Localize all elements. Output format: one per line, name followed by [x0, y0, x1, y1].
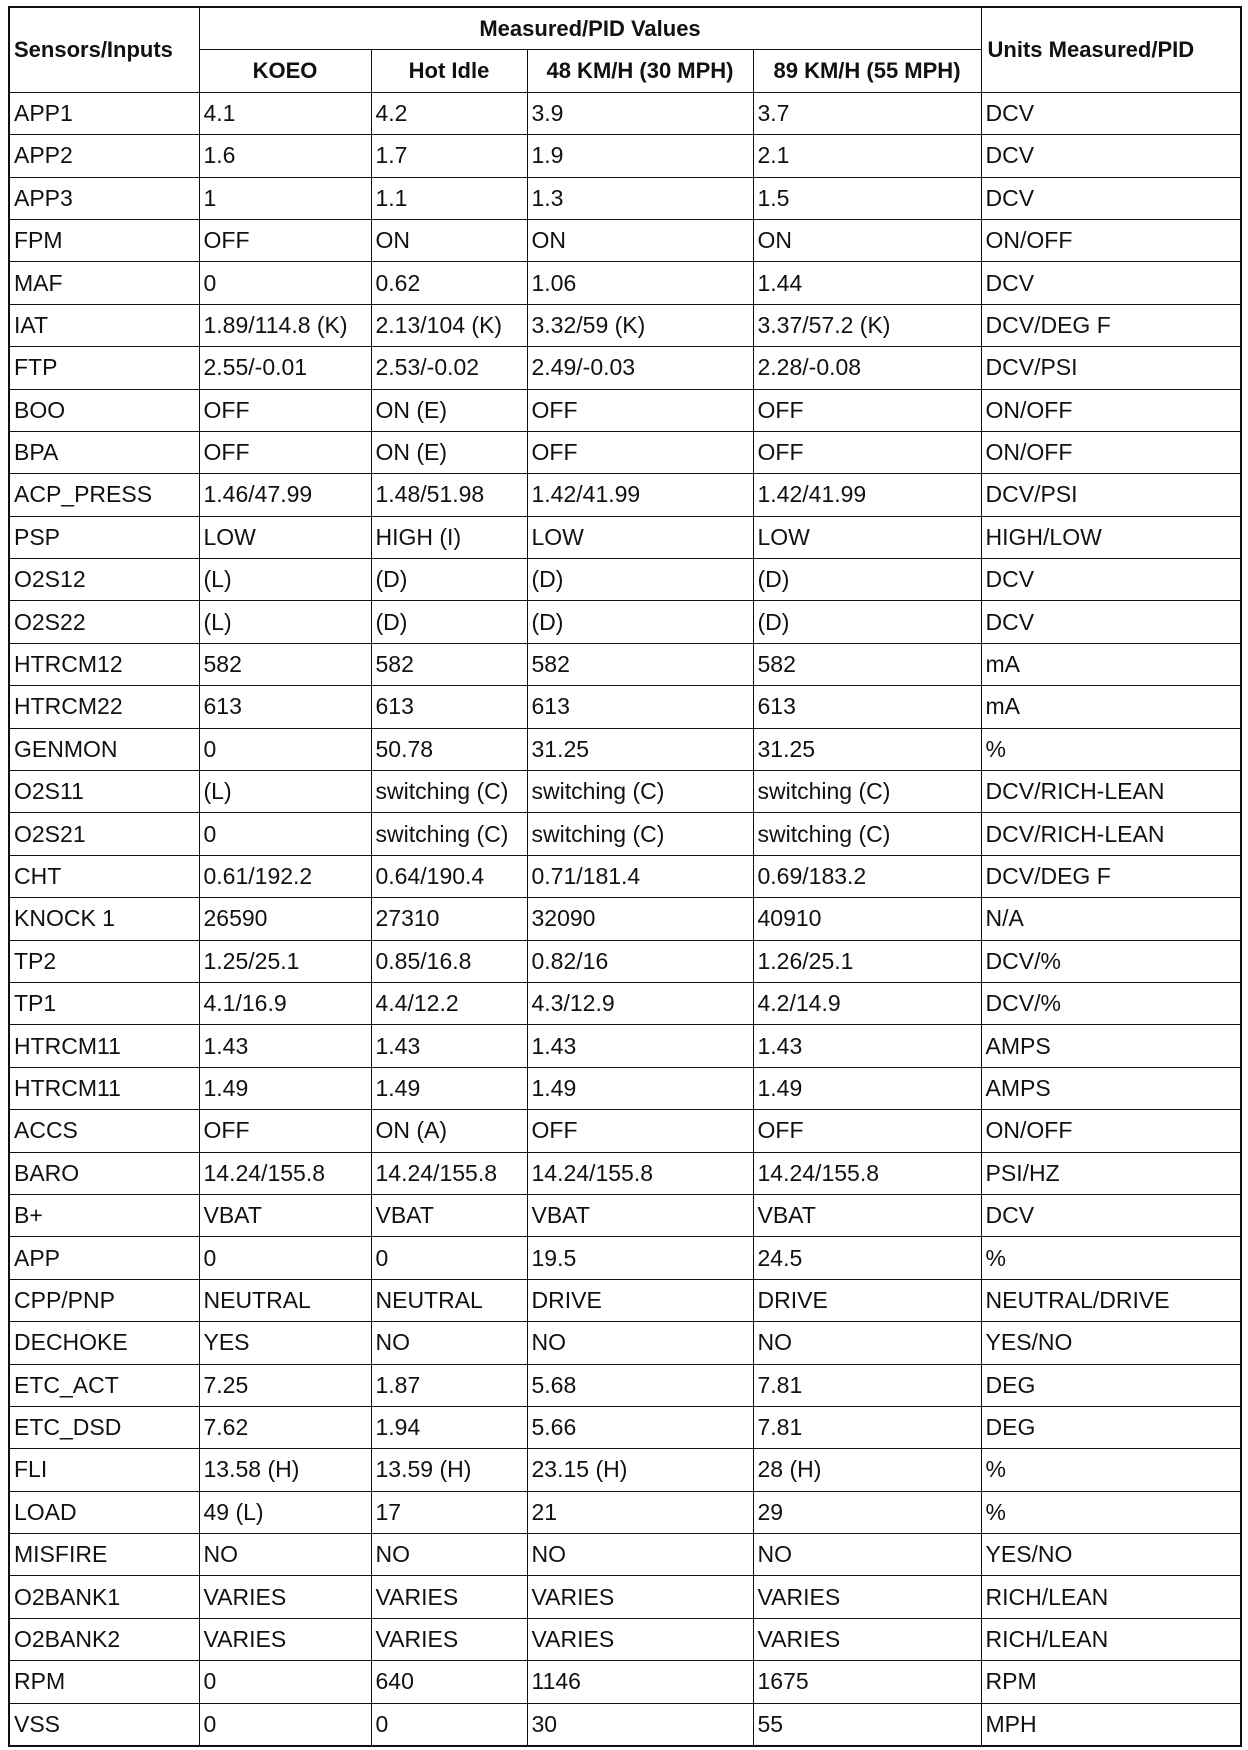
table-row: [9, 813, 1241, 855]
units-cell: DCV: [981, 601, 1241, 643]
speed-30mph-cell: 2.49/-0.03: [527, 347, 753, 389]
units-cell: DCV/%: [981, 940, 1241, 982]
sensor-cell: O2S22: [9, 601, 199, 643]
hot-idle-cell: 1.48/51.98: [371, 474, 527, 516]
units-cell: DCV/PSI: [981, 347, 1241, 389]
speed-55mph-header: 89 KM/H (55 MPH): [753, 50, 981, 92]
sensor-cell: APP3: [9, 177, 199, 219]
table-row: [9, 1152, 1241, 1194]
hot-idle-cell: 0: [371, 1703, 527, 1746]
sensor-cell: CHT: [9, 855, 199, 897]
table-row: [9, 1025, 1241, 1067]
hot-idle-cell: 0.64/190.4: [371, 855, 527, 897]
speed-30mph-cell: 1.49: [527, 1067, 753, 1109]
koeo-cell: 7.62: [199, 1406, 371, 1448]
speed-30mph-cell: NO: [527, 1534, 753, 1576]
hot-idle-cell: (D): [371, 559, 527, 601]
koeo-cell: (L): [199, 559, 371, 601]
sensor-cell: LOAD: [9, 1491, 199, 1533]
koeo-cell: (L): [199, 601, 371, 643]
table-row: [9, 1449, 1241, 1491]
koeo-cell: VBAT: [199, 1194, 371, 1236]
units-header: Units Measured/PID: [981, 7, 1241, 92]
hot-idle-cell: 14.24/155.8: [371, 1152, 527, 1194]
koeo-cell: 26590: [199, 898, 371, 940]
table-row: [9, 1110, 1241, 1152]
units-cell: %: [981, 1449, 1241, 1491]
hot-idle-cell: NO: [371, 1322, 527, 1364]
units-cell: DCV/RICH-LEAN: [981, 813, 1241, 855]
sensor-cell: HTRCM12: [9, 643, 199, 685]
sensor-cell: TP2: [9, 940, 199, 982]
units-cell: ON/OFF: [981, 1110, 1241, 1152]
units-cell: ON/OFF: [981, 431, 1241, 473]
sensor-cell: HTRCM11: [9, 1067, 199, 1109]
units-cell: DCV/%: [981, 982, 1241, 1024]
koeo-cell: YES: [199, 1322, 371, 1364]
koeo-cell: 4.1/16.9: [199, 982, 371, 1024]
hot-idle-cell: 2.13/104 (K): [371, 304, 527, 346]
hot-idle-cell: 27310: [371, 898, 527, 940]
koeo-cell: 14.24/155.8: [199, 1152, 371, 1194]
sensor-cell: ACCS: [9, 1110, 199, 1152]
koeo-cell: 1.49: [199, 1067, 371, 1109]
koeo-cell: (L): [199, 771, 371, 813]
koeo-cell: OFF: [199, 431, 371, 473]
koeo-cell: 13.58 (H): [199, 1449, 371, 1491]
speed-55mph-cell: 1.5: [753, 177, 981, 219]
koeo-cell: LOW: [199, 516, 371, 558]
speed-30mph-cell: 5.66: [527, 1406, 753, 1448]
koeo-cell: 0: [199, 1237, 371, 1279]
table-row: [9, 177, 1241, 219]
speed-55mph-cell: 3.37/57.2 (K): [753, 304, 981, 346]
table-row: [9, 1322, 1241, 1364]
table-row: [9, 855, 1241, 897]
koeo-cell: 1.25/25.1: [199, 940, 371, 982]
table-row: [9, 1067, 1241, 1109]
table-row: [9, 771, 1241, 813]
table-row: [9, 1279, 1241, 1321]
table-row: [9, 262, 1241, 304]
speed-55mph-cell: 3.7: [753, 92, 981, 134]
sensor-cell: HTRCM11: [9, 1025, 199, 1067]
units-cell: DCV: [981, 559, 1241, 601]
speed-30mph-cell: VARIES: [527, 1618, 753, 1660]
speed-55mph-cell: 1.43: [753, 1025, 981, 1067]
speed-55mph-cell: 28 (H): [753, 1449, 981, 1491]
sensor-cell: O2S21: [9, 813, 199, 855]
hot-idle-cell: 17: [371, 1491, 527, 1533]
koeo-cell: 7.25: [199, 1364, 371, 1406]
units-cell: NEUTRAL/DRIVE: [981, 1279, 1241, 1321]
speed-55mph-cell: switching (C): [753, 771, 981, 813]
sensor-cell: BPA: [9, 431, 199, 473]
hot-idle-cell: switching (C): [371, 771, 527, 813]
koeo-cell: 1.46/47.99: [199, 474, 371, 516]
table-row: [9, 92, 1241, 134]
table-header: [9, 7, 1241, 92]
hot-idle-cell: ON (E): [371, 389, 527, 431]
speed-30mph-cell: switching (C): [527, 813, 753, 855]
koeo-cell: OFF: [199, 1110, 371, 1152]
hot-idle-cell: (D): [371, 601, 527, 643]
speed-30mph-cell: 1.06: [527, 262, 753, 304]
speed-30mph-cell: 23.15 (H): [527, 1449, 753, 1491]
speed-55mph-cell: switching (C): [753, 813, 981, 855]
hot-idle-cell: VBAT: [371, 1194, 527, 1236]
units-cell: DEG: [981, 1406, 1241, 1448]
speed-30mph-cell: 582: [527, 643, 753, 685]
sensor-cell: ACP_PRESS: [9, 474, 199, 516]
speed-55mph-cell: NO: [753, 1534, 981, 1576]
koeo-cell: 1.6: [199, 135, 371, 177]
hot-idle-cell: 0: [371, 1237, 527, 1279]
hot-idle-cell: ON (A): [371, 1110, 527, 1152]
hot-idle-cell: 1.94: [371, 1406, 527, 1448]
speed-55mph-cell: 14.24/155.8: [753, 1152, 981, 1194]
speed-30mph-header: 48 KM/H (30 MPH): [527, 50, 753, 92]
speed-30mph-cell: 0.71/181.4: [527, 855, 753, 897]
hot-idle-cell: 1.7: [371, 135, 527, 177]
units-cell: ON/OFF: [981, 389, 1241, 431]
sensor-cell: O2S11: [9, 771, 199, 813]
speed-55mph-cell: 31.25: [753, 728, 981, 770]
speed-55mph-cell: 1.42/41.99: [753, 474, 981, 516]
units-cell: DCV/DEG F: [981, 855, 1241, 897]
koeo-cell: 0: [199, 1661, 371, 1703]
speed-30mph-cell: OFF: [527, 1110, 753, 1152]
koeo-cell: 4.1: [199, 92, 371, 134]
table-row: [9, 1237, 1241, 1279]
sensor-cell: RPM: [9, 1661, 199, 1703]
sensor-cell: IAT: [9, 304, 199, 346]
koeo-cell: VARIES: [199, 1576, 371, 1618]
speed-30mph-cell: ON: [527, 219, 753, 261]
speed-30mph-cell: 32090: [527, 898, 753, 940]
table-row: [9, 474, 1241, 516]
speed-30mph-cell: LOW: [527, 516, 753, 558]
table-row: [9, 347, 1241, 389]
speed-55mph-cell: 4.2/14.9: [753, 982, 981, 1024]
measured-values-header: Measured/PID Values: [199, 7, 981, 50]
speed-55mph-cell: 1675: [753, 1661, 981, 1703]
sensor-cell: FLI: [9, 1449, 199, 1491]
speed-55mph-cell: 7.81: [753, 1406, 981, 1448]
table-row: [9, 431, 1241, 473]
speed-55mph-cell: LOW: [753, 516, 981, 558]
table-row: [9, 728, 1241, 770]
table-row: [9, 940, 1241, 982]
units-cell: YES/NO: [981, 1322, 1241, 1364]
table-row: [9, 982, 1241, 1024]
koeo-header: KOEO: [199, 50, 371, 92]
hot-idle-cell: 1.1: [371, 177, 527, 219]
sensor-cell: HTRCM22: [9, 686, 199, 728]
hot-idle-cell: VARIES: [371, 1576, 527, 1618]
koeo-cell: 0.61/192.2: [199, 855, 371, 897]
hot-idle-cell: switching (C): [371, 813, 527, 855]
koeo-cell: OFF: [199, 219, 371, 261]
units-cell: YES/NO: [981, 1534, 1241, 1576]
speed-55mph-cell: 2.28/-0.08: [753, 347, 981, 389]
speed-55mph-cell: NO: [753, 1322, 981, 1364]
speed-30mph-cell: 31.25: [527, 728, 753, 770]
speed-55mph-cell: 7.81: [753, 1364, 981, 1406]
hot-idle-cell: ON: [371, 219, 527, 261]
table-row: [9, 1364, 1241, 1406]
sensor-cell: FTP: [9, 347, 199, 389]
units-cell: MPH: [981, 1703, 1241, 1746]
hot-idle-cell: NO: [371, 1534, 527, 1576]
units-cell: PSI/HZ: [981, 1152, 1241, 1194]
table-row: [9, 686, 1241, 728]
speed-30mph-cell: 3.9: [527, 92, 753, 134]
koeo-cell: 582: [199, 643, 371, 685]
units-cell: DCV: [981, 92, 1241, 134]
hot-idle-cell: 0.85/16.8: [371, 940, 527, 982]
speed-30mph-cell: 1.42/41.99: [527, 474, 753, 516]
speed-30mph-cell: 5.68: [527, 1364, 753, 1406]
sensors-inputs-header: Sensors/Inputs: [9, 7, 199, 92]
speed-30mph-cell: (D): [527, 601, 753, 643]
units-cell: %: [981, 728, 1241, 770]
speed-55mph-cell: ON: [753, 219, 981, 261]
hot-idle-cell: 613: [371, 686, 527, 728]
speed-30mph-cell: 19.5: [527, 1237, 753, 1279]
sensor-cell: O2BANK2: [9, 1618, 199, 1660]
hot-idle-cell: 4.4/12.2: [371, 982, 527, 1024]
sensor-cell: B+: [9, 1194, 199, 1236]
speed-30mph-cell: 14.24/155.8: [527, 1152, 753, 1194]
table-row: [9, 1618, 1241, 1660]
speed-55mph-cell: (D): [753, 559, 981, 601]
speed-55mph-cell: 0.69/183.2: [753, 855, 981, 897]
units-cell: %: [981, 1237, 1241, 1279]
table-row: [9, 1534, 1241, 1576]
koeo-cell: 613: [199, 686, 371, 728]
speed-55mph-cell: VARIES: [753, 1576, 981, 1618]
sensor-cell: CPP/PNP: [9, 1279, 199, 1321]
table-row: [9, 1194, 1241, 1236]
speed-30mph-cell: 1.9: [527, 135, 753, 177]
speed-55mph-cell: 613: [753, 686, 981, 728]
koeo-cell: 0: [199, 1703, 371, 1746]
hot-idle-cell: 0.62: [371, 262, 527, 304]
koeo-cell: 0: [199, 813, 371, 855]
table-row: [9, 1576, 1241, 1618]
units-cell: mA: [981, 643, 1241, 685]
units-cell: N/A: [981, 898, 1241, 940]
hot-idle-cell: VARIES: [371, 1618, 527, 1660]
koeo-cell: VARIES: [199, 1618, 371, 1660]
speed-55mph-cell: OFF: [753, 1110, 981, 1152]
koeo-cell: NEUTRAL: [199, 1279, 371, 1321]
hot-idle-cell: 582: [371, 643, 527, 685]
units-cell: RICH/LEAN: [981, 1576, 1241, 1618]
units-cell: DCV: [981, 1194, 1241, 1236]
speed-55mph-cell: OFF: [753, 431, 981, 473]
speed-30mph-cell: 21: [527, 1491, 753, 1533]
speed-55mph-cell: VBAT: [753, 1194, 981, 1236]
table-row: [9, 559, 1241, 601]
table-row: [9, 1703, 1241, 1746]
sensor-cell: FPM: [9, 219, 199, 261]
hot-idle-cell: 1.43: [371, 1025, 527, 1067]
speed-55mph-cell: 2.1: [753, 135, 981, 177]
hot-idle-cell: 13.59 (H): [371, 1449, 527, 1491]
table-row: [9, 135, 1241, 177]
units-cell: RICH/LEAN: [981, 1618, 1241, 1660]
units-cell: %: [981, 1491, 1241, 1533]
speed-55mph-cell: 1.26/25.1: [753, 940, 981, 982]
speed-30mph-cell: OFF: [527, 431, 753, 473]
units-cell: mA: [981, 686, 1241, 728]
sensor-cell: VSS: [9, 1703, 199, 1746]
pid-values-table: [8, 6, 1242, 1747]
koeo-cell: 1.89/114.8 (K): [199, 304, 371, 346]
speed-30mph-cell: VBAT: [527, 1194, 753, 1236]
sensor-cell: APP1: [9, 92, 199, 134]
units-cell: AMPS: [981, 1025, 1241, 1067]
table-row: [9, 1491, 1241, 1533]
koeo-cell: 0: [199, 728, 371, 770]
speed-30mph-cell: 1.3: [527, 177, 753, 219]
units-cell: AMPS: [981, 1067, 1241, 1109]
speed-55mph-cell: (D): [753, 601, 981, 643]
hot-idle-cell: 640: [371, 1661, 527, 1703]
hot-idle-cell: ON (E): [371, 431, 527, 473]
sensor-cell: BOO: [9, 389, 199, 431]
table-row: [9, 1406, 1241, 1448]
koeo-cell: NO: [199, 1534, 371, 1576]
table-row: [9, 1661, 1241, 1703]
sensor-cell: PSP: [9, 516, 199, 558]
speed-55mph-cell: 582: [753, 643, 981, 685]
units-cell: DCV/RICH-LEAN: [981, 771, 1241, 813]
speed-55mph-cell: VARIES: [753, 1618, 981, 1660]
units-cell: DCV: [981, 177, 1241, 219]
table-row: [9, 219, 1241, 261]
units-cell: DCV: [981, 135, 1241, 177]
hot-idle-cell: HIGH (I): [371, 516, 527, 558]
table-row: [9, 389, 1241, 431]
table-row: [9, 898, 1241, 940]
speed-30mph-cell: OFF: [527, 389, 753, 431]
koeo-cell: 2.55/-0.01: [199, 347, 371, 389]
speed-55mph-cell: DRIVE: [753, 1279, 981, 1321]
hot-idle-cell: 1.49: [371, 1067, 527, 1109]
hot-idle-cell: 4.2: [371, 92, 527, 134]
speed-30mph-cell: 4.3/12.9: [527, 982, 753, 1024]
koeo-cell: 1: [199, 177, 371, 219]
sensor-cell: MISFIRE: [9, 1534, 199, 1576]
hot-idle-header: Hot Idle: [371, 50, 527, 92]
speed-30mph-cell: DRIVE: [527, 1279, 753, 1321]
speed-30mph-cell: 1146: [527, 1661, 753, 1703]
sensor-cell: KNOCK 1: [9, 898, 199, 940]
units-cell: HIGH/LOW: [981, 516, 1241, 558]
units-cell: RPM: [981, 1661, 1241, 1703]
units-cell: DCV/DEG F: [981, 304, 1241, 346]
koeo-cell: OFF: [199, 389, 371, 431]
speed-30mph-cell: NO: [527, 1322, 753, 1364]
table-row: [9, 643, 1241, 685]
sensor-cell: APP: [9, 1237, 199, 1279]
speed-30mph-cell: 3.32/59 (K): [527, 304, 753, 346]
speed-55mph-cell: 29: [753, 1491, 981, 1533]
sensor-cell: TP1: [9, 982, 199, 1024]
speed-30mph-cell: 0.82/16: [527, 940, 753, 982]
koeo-cell: 0: [199, 262, 371, 304]
sensor-cell: O2BANK1: [9, 1576, 199, 1618]
table-row: [9, 601, 1241, 643]
sensor-cell: APP2: [9, 135, 199, 177]
hot-idle-cell: 1.87: [371, 1364, 527, 1406]
speed-30mph-cell: VARIES: [527, 1576, 753, 1618]
sensor-cell: ETC_DSD: [9, 1406, 199, 1448]
sensor-cell: ETC_ACT: [9, 1364, 199, 1406]
units-cell: DCV/PSI: [981, 474, 1241, 516]
table-row: [9, 516, 1241, 558]
units-cell: DEG: [981, 1364, 1241, 1406]
speed-30mph-cell: 613: [527, 686, 753, 728]
hot-idle-cell: 2.53/-0.02: [371, 347, 527, 389]
sensor-cell: GENMON: [9, 728, 199, 770]
sensor-cell: MAF: [9, 262, 199, 304]
speed-30mph-cell: switching (C): [527, 771, 753, 813]
koeo-cell: 49 (L): [199, 1491, 371, 1533]
sensor-cell: DECHOKE: [9, 1322, 199, 1364]
koeo-cell: 1.43: [199, 1025, 371, 1067]
hot-idle-cell: NEUTRAL: [371, 1279, 527, 1321]
units-cell: ON/OFF: [981, 219, 1241, 261]
sensor-cell: BARO: [9, 1152, 199, 1194]
table-body: [9, 92, 1241, 1746]
speed-55mph-cell: 40910: [753, 898, 981, 940]
speed-30mph-cell: (D): [527, 559, 753, 601]
speed-55mph-cell: 1.49: [753, 1067, 981, 1109]
speed-55mph-cell: OFF: [753, 389, 981, 431]
hot-idle-cell: 50.78: [371, 728, 527, 770]
table-row: [9, 304, 1241, 346]
speed-30mph-cell: 30: [527, 1703, 753, 1746]
speed-55mph-cell: 55: [753, 1703, 981, 1746]
speed-55mph-cell: 1.44: [753, 262, 981, 304]
speed-55mph-cell: 24.5: [753, 1237, 981, 1279]
speed-30mph-cell: 1.43: [527, 1025, 753, 1067]
units-cell: DCV: [981, 262, 1241, 304]
sensor-cell: O2S12: [9, 559, 199, 601]
